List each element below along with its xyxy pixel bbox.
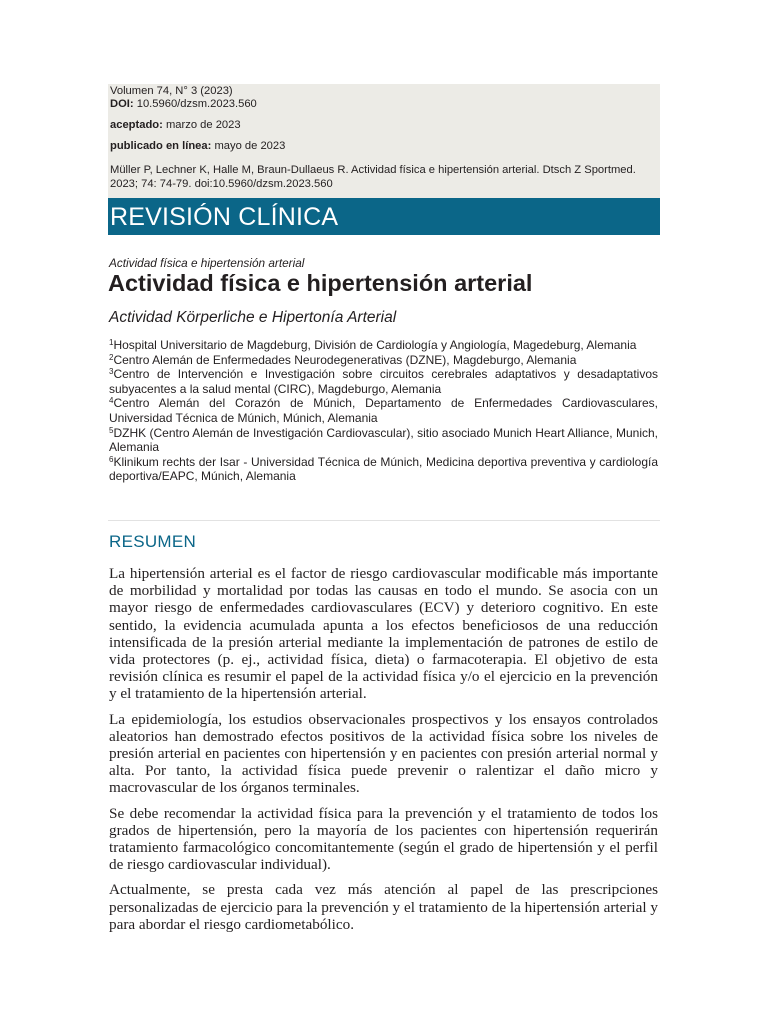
- affiliation-number: 6: [109, 454, 114, 464]
- affiliation-item: [109, 353, 658, 368]
- affiliation-text: DZHK (Centro Alemán de Investigación Cardiovascular), sitio asociado Munich Heart Alliance, Munich, Alemania: [109, 425, 658, 455]
- affiliation-item: [109, 426, 658, 455]
- accepted-label: aceptado:: [110, 119, 163, 131]
- affiliation-item: [109, 455, 658, 484]
- accepted-value: marzo de 2023: [165, 119, 241, 131]
- article-subtitle: Actividad Körperliche e Hipertonía Arterial: [109, 309, 397, 326]
- abstract-paragraph: La epidemiología, los estudios observacionales prospectivos y los ensayos controlados aleatorios han demostrado efectos positivos de la actividad física sobre los niveles de presión arterial en pacientes con hipertensión y en pacientes con presión arterial normal y alta. Por tanto, la actividad física puede prevenir o ralentizar el daño micro y macrovascular de los órganos terminales.: [109, 710, 658, 797]
- affiliation-number: 1: [109, 338, 114, 347]
- affiliation-text: Centro Alemán de Enfermedades Neurodegenerativas (DZNE), Magdeburgo, Alemania: [113, 352, 577, 367]
- affiliation-number: 3: [109, 367, 114, 377]
- article-title: Actividad física e hipertensión arterial: [108, 270, 533, 296]
- published-label: publicado en línea:: [110, 140, 212, 152]
- published-value: mayo de 2023: [214, 140, 286, 152]
- article-meta-box: [108, 84, 660, 198]
- published-line: [110, 140, 285, 153]
- doi-value[interactable]: 10.5960/dzsm.2023.560: [136, 98, 257, 110]
- affiliation-text: Klinikum rechts der Isar - Universidad Técnica de Múnich, Medicina deportiva preventiva y cardiología deportiva/EAPC, Múnich, Alemania: [109, 454, 658, 484]
- abstract-paragraph: Actualmente, se presta cada vez más atención al papel de las prescripciones personalizadas de ejercicio para la prevención y el tratamiento de la hipertensión arterial y para abordar el riesgo cardiometabólico.: [109, 881, 658, 933]
- abstract-paragraph: La hipertensión arterial es el factor de riesgo cardiovascular modificable más importante de morbilidad y mortalidad por todas las causas en todo el mundo. Se asocia con un mayor riesgo de enfermedades cardiovasculares (ECV) y deterioro cognitivo. En este sentido, la evidencia acumulada apunta a los efectos beneficiosos de una reducción intensificada de la presión arterial mediante la implementación de patrones de estilo de vida protectores (p. ej., actividad física, dieta) o farmacoterapia. El objetivo de esta revisión clínica es resumir el papel de la actividad física y/o el ejercicio en la prevención y el tratamiento de la hipertensión arterial.: [109, 565, 658, 703]
- volume-info: Volumen 74, N° 3 (2023): [110, 85, 233, 97]
- resumen-heading: RESUMEN: [109, 532, 197, 551]
- citation: Müller P, Lechner K, Halle M, Braun-Dullaeus R. Actividad física e hipertensión arterial. Dtsch Z Sportmed. 2023; 74: 74-79. doi:10.5960/dzsm.2023.560: [110, 164, 636, 190]
- section-banner: [108, 198, 660, 235]
- affiliation-number: 5: [109, 425, 114, 435]
- affiliation-text: Hospital Universitario de Magdeburg, División de Cardiología y Angiología, Magedeburg, Alemania: [113, 338, 637, 352]
- affiliation-item: [109, 396, 658, 425]
- affiliation-item: [109, 338, 658, 353]
- doi-line: [110, 98, 257, 111]
- affiliations-list: [109, 338, 658, 484]
- affiliation-number: 2: [109, 352, 114, 362]
- affiliation-text: Centro de Intervención e Investigación sobre circuitos cerebrales adaptativos y desadaptativos subyacentes a la salud mental (CIRC), Magdeburgo, Alemania: [109, 367, 658, 396]
- affiliation-item: [109, 367, 658, 396]
- abstract-body: [109, 565, 658, 941]
- affiliation-text: Centro Alemán del Corazón de Múnich, Departamento de Enfermedades Cardiovasculares, Universidad Técnica de Múnich, Múnich, Alemania: [109, 396, 658, 425]
- section-banner-label: REVISIÓN CLÍNICA: [110, 203, 339, 231]
- section-divider: [108, 520, 660, 521]
- abstract-paragraph: Se debe recomendar la actividad física para la prevención y el tratamiento de todos los grados de hipertensión, pero la mayoría de los pacientes con hipertensión requerirán tratamiento farmacológico concomitantemente (según el grado de hipertensión y el perfil de riesgo cardiovascular individual).: [109, 804, 658, 874]
- doi-label: DOI:: [110, 98, 134, 110]
- accepted-line: [110, 119, 241, 132]
- article-kicker: Actividad física e hipertensión arterial: [109, 256, 305, 270]
- affiliation-number: 4: [109, 396, 114, 406]
